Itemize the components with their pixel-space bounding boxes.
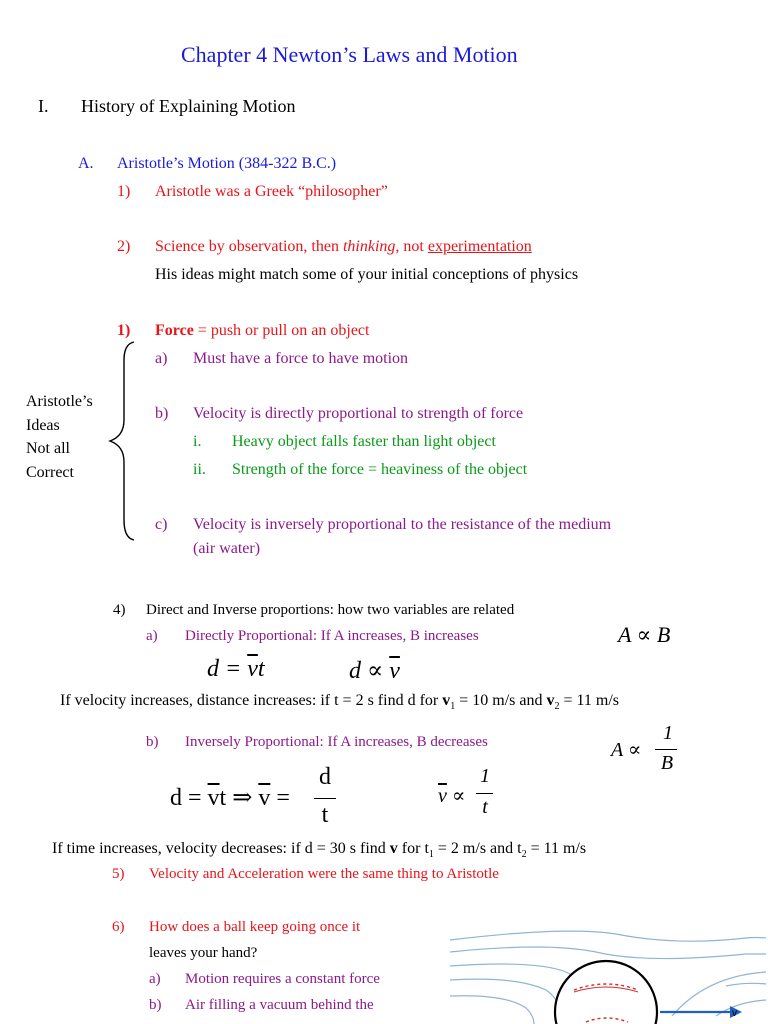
eq3-mid: t ⇒	[219, 785, 259, 811]
eq4-prop: ∝	[446, 785, 466, 807]
eq4-bar	[476, 793, 493, 794]
velocity-label: v	[732, 1008, 737, 1019]
ex1-end: = 11 m/s	[559, 692, 620, 709]
point-2-text	[155, 238, 532, 256]
point-1-number: 1)	[117, 183, 131, 200]
point-2-mid: , not	[395, 238, 428, 255]
airflow-line	[450, 996, 534, 1024]
airflow-line	[672, 972, 766, 1016]
idea-c-number: c)	[155, 516, 168, 533]
point-2-number: 2)	[117, 238, 131, 255]
point-3-number: 1)	[117, 322, 131, 339]
eq3-eq: =	[270, 785, 290, 811]
idea-bii-text: Strength of the force = heaviness of the object	[232, 461, 528, 478]
equation-d-prop-v	[349, 656, 400, 685]
sub-a-heading: Aristotle’s Motion (384-322 B.C.)	[117, 155, 337, 172]
side-label	[26, 390, 93, 484]
eq3-den: t	[321, 802, 329, 828]
ex2-end: = 11 m/s	[526, 840, 587, 857]
eq4-den: t	[482, 796, 488, 818]
point-6-number: 6)	[112, 919, 125, 935]
idea-bi-number: i.	[193, 433, 202, 450]
idea-bi-text: Heavy object falls faster than light object	[232, 433, 496, 450]
equation-d-vt	[207, 656, 265, 683]
airflow-line	[450, 947, 766, 959]
sub-a-number: A.	[78, 155, 94, 172]
ex2-sub1: 1	[428, 849, 434, 861]
eq2-vbar: $\overline{v}$	[389, 658, 400, 684]
point-2-pre: Science by observation, then	[155, 238, 343, 255]
eq1-vbar: $\overline{v}$	[247, 656, 258, 682]
side-label-line: Ideas	[26, 416, 60, 434]
example-2	[52, 840, 586, 860]
idea-b-number: b)	[155, 405, 169, 422]
force-term: Force	[155, 322, 194, 339]
equation-v-d-over-t	[170, 783, 290, 812]
point-1-text: Aristotle was a Greek “philosopher”	[155, 183, 388, 200]
point-6-text: How does a ball keep going once it	[149, 919, 361, 935]
page-title: Chapter 4 Newton’s Laws and Motion	[181, 42, 518, 67]
ex2-sub2: 2	[521, 849, 527, 861]
point-6b-text: Air filling a vacuum behind the	[185, 997, 374, 1013]
eq3-num: d	[319, 764, 331, 790]
baseball-icon	[555, 961, 657, 1024]
point-6-line2: leaves your hand?	[149, 945, 258, 961]
idea-bii-number: ii.	[193, 461, 206, 478]
ex2-pre: If time increases, velocity decreases: if d = 30 s find	[52, 840, 390, 857]
point-4a-number: a)	[146, 628, 158, 644]
point-6b-number: b)	[149, 997, 162, 1013]
curly-brace-icon	[104, 340, 140, 542]
ex1-pre: If velocity increases, distance increases: if t = 2 s find d for	[60, 692, 443, 709]
point-4b-text: Inversely Proportional: If A increases, B decreases	[185, 734, 488, 750]
direct-proportion-formula: A ∝ B	[618, 622, 671, 647]
ex2-mid: for t	[397, 840, 429, 857]
section-number: I.	[38, 96, 49, 116]
point-5-text: Velocity and Acceleration were the same thing to Aristotle	[149, 866, 499, 882]
inverse-formula-den: B	[660, 752, 674, 774]
point-2-thinking: thinking	[342, 238, 396, 255]
eq2-lhs: d ∝	[349, 658, 390, 684]
eq1-lhs: d =	[207, 656, 248, 682]
side-label-line: Not all	[26, 440, 70, 457]
eq3-lhs: d =	[170, 785, 208, 811]
force-definition: = push or pull on an object	[193, 322, 370, 339]
eq3-vbar: $\overline{v}$	[207, 785, 220, 811]
airflow-line	[450, 931, 766, 941]
idea-c-text: Velocity is inversely proportional to the resistance of the medium	[193, 516, 612, 533]
ex2-v: v	[389, 840, 398, 857]
airflow-line	[716, 1000, 766, 1016]
inverse-formula-lhs: A ∝	[611, 739, 642, 761]
side-label-line: Correct	[26, 463, 74, 481]
eq3-bar	[314, 798, 336, 799]
idea-c-text2: (air water)	[193, 540, 261, 557]
idea-b-text: Velocity is directly proportional to strength of force	[193, 405, 524, 422]
ex1-v1: v	[442, 692, 451, 709]
airflow-line	[726, 983, 766, 986]
point-2-line2: His ideas might match some of your initial conceptions of physics	[155, 266, 579, 283]
ex1-sub2: 2	[554, 701, 560, 713]
point-6a-number: a)	[149, 971, 161, 987]
inverse-formula-num: 1	[663, 722, 673, 744]
point-6a-text: Motion requires a constant force	[185, 971, 380, 987]
point-2-experimentation: experimentation	[427, 238, 532, 255]
idea-a-number: a)	[155, 350, 168, 367]
ex1-v2: v	[546, 692, 555, 709]
point-3-text	[155, 322, 369, 340]
ex2-mid2: = 2 m/s and t	[433, 840, 522, 857]
point-4a-text: Directly Proportional: If A increases, B increases	[185, 628, 479, 644]
eq4-expr	[438, 783, 465, 808]
eq4-num: 1	[480, 765, 490, 787]
side-label-line: Aristotle’s	[26, 393, 93, 410]
eq1-t: t	[257, 656, 265, 682]
inverse-formula-bar	[655, 749, 677, 750]
point-5-number: 5)	[112, 866, 125, 882]
point-4b-number: b)	[146, 734, 159, 750]
point-4-number: 4)	[113, 602, 126, 618]
section-heading: History of Explaining Motion	[81, 96, 296, 116]
ex1-sub1: 1	[450, 701, 456, 713]
example-1	[60, 692, 619, 712]
idea-a-text: Must have a force to have motion	[193, 350, 409, 367]
eq3-vbar2: $\overline{v}$	[258, 785, 271, 811]
airflow-line	[450, 979, 564, 1024]
ex1-mid: = 10 m/s and	[455, 692, 547, 709]
eq4-vbar: $\overline{v}$	[438, 785, 447, 807]
baseball-airflow-figure	[446, 916, 768, 1024]
point-4-text: Direct and Inverse proportions: how two variables are related	[146, 602, 515, 618]
